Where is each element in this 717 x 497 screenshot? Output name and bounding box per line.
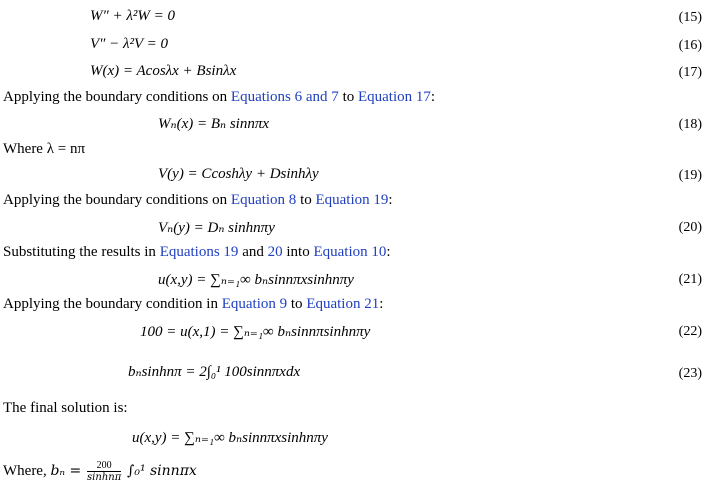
equation-18: Wₙ(x) = Bₙ sinnπx [158,116,270,132]
text-segment: into [282,244,314,260]
bn-symbol: bₙ = [50,462,82,479]
equation-number-16: (16) [678,38,702,53]
text-segment: : [430,89,436,105]
fraction-denominator: sinhnπ [87,472,122,483]
link-equation-17[interactable]: Equation 17 [357,89,431,105]
link-equations-19[interactable]: Equations 19 [159,244,239,260]
equation-19: V(y) = Ccoshλy + Dsinhλy [158,166,319,182]
paragraph-boundary-9 [3,296,383,313]
link-equation-10[interactable]: Equation 10 [313,244,387,260]
equation-final: u(x,y) = ∑ₙ₌₁∞ bₙsinnπxsinhnπy [132,430,328,446]
text-segment: Where, [3,462,51,479]
paragraph-final-solution: The final solution is: [3,400,128,416]
equation-20: Vₙ(y) = Dₙ sinhnπy [158,220,275,236]
equation-number-17: (17) [678,65,702,80]
equation-23: bₙsinhnπ = 2∫₀¹ 100sinnπxdx [128,364,301,380]
equation-15: W″ + λ²W = 0 [90,8,175,24]
text-segment: Applying the boundary condition in [3,296,222,312]
text-segment: : [379,296,384,312]
equation-22: 100 = u(x,1) = ∑ₙ₌₁∞ bₙsinnπsinhnπy [140,324,371,340]
paragraph-where-bn [3,460,197,483]
text-segment: : [386,244,391,260]
equation-number-18: (18) [678,117,702,132]
link-equation-9[interactable]: Equation 9 [221,296,288,312]
equation-number-15: (15) [678,10,702,25]
equation-number-23: (23) [678,366,702,381]
text-segment: Applying the boundary conditions on [3,192,231,208]
text-segment: : [388,192,393,208]
paragraph-boundary-6-7 [3,89,435,106]
paragraph-lambda: Where λ = nπ [3,141,86,157]
equation-number-21: (21) [678,272,702,287]
paragraph-boundary-8 [3,192,393,209]
equation-number-19: (19) [678,168,702,183]
text-segment: to [338,89,358,105]
equation-17: W(x) = Acosλx + Bsinλx [90,63,237,79]
text-segment: to [296,192,316,208]
link-equation-19[interactable]: Equation 19 [315,192,389,208]
equation-16: V″ − λ²V = 0 [90,36,169,52]
equation-number-20: (20) [678,220,702,235]
equation-number-22: (22) [678,324,702,339]
text-segment: and [238,244,268,260]
link-equations-6-7[interactable]: Equations 6 and 7 [230,89,339,105]
link-equation-8[interactable]: Equation 8 [230,192,297,208]
text-segment: to [287,296,307,312]
fraction [87,460,121,483]
link-equation-20[interactable]: 20 [267,244,283,260]
integral-expression: ∫₀¹ sinnπx [127,462,197,479]
text-segment: Substituting the results in [3,244,160,260]
equation-21: u(x,y) = ∑ₙ₌₁∞ bₙsinnπxsinhnπy [158,272,354,288]
link-equation-21[interactable]: Equation 21 [306,296,380,312]
fraction-numerator: 200 [96,460,112,471]
text-segment: Applying the boundary conditions on [3,89,231,105]
paragraph-substituting [3,244,391,261]
